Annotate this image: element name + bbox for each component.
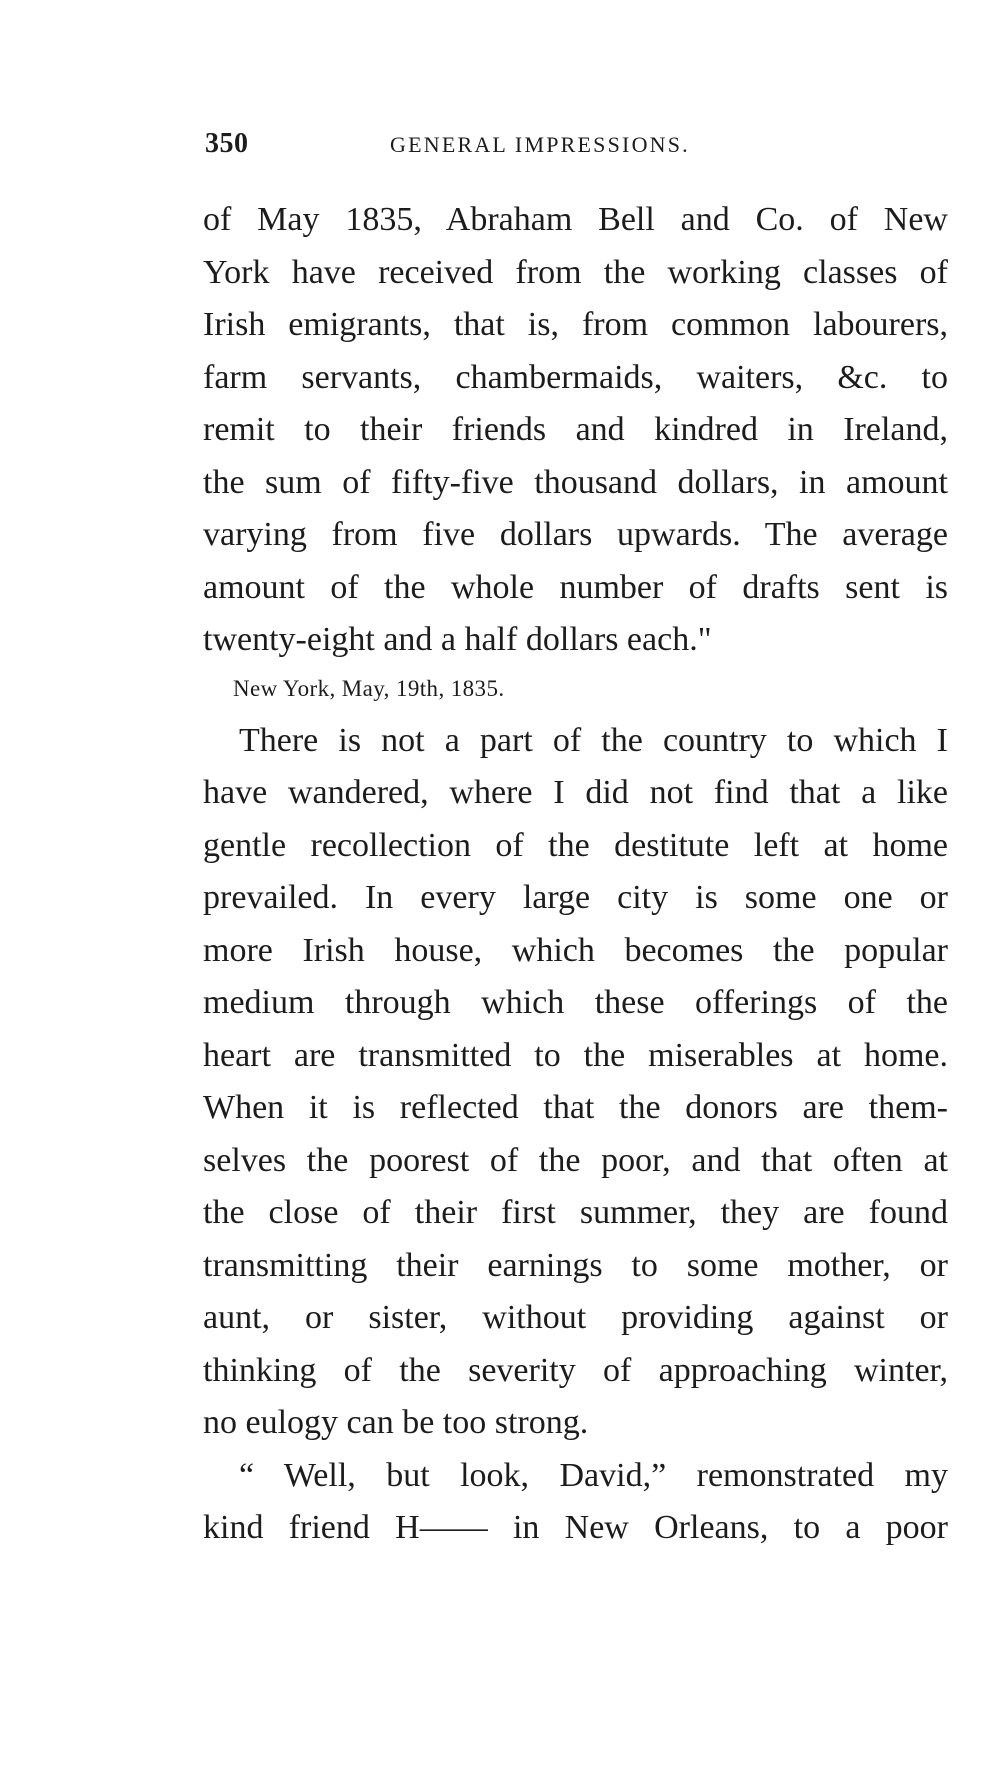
text-line: prevailed. In every large city is some one or — [203, 879, 948, 916]
text-line: selves the poorest of the poor, and that often at — [203, 1141, 948, 1179]
body-text — [203, 194, 948, 1555]
text-line: amount of the whole number of drafts sent is — [203, 568, 948, 606]
running-head: GENERAL IMPRESSIONS. — [390, 132, 690, 157]
page-number: 350 — [205, 128, 249, 159]
dateline: New York, May, 19th, 1835. — [233, 675, 505, 701]
paragraph-recollection — [203, 715, 948, 1450]
text-line: farm servants, chambermaids, waiters, &c. to — [203, 358, 948, 396]
text-line: twenty-eight and a half dollars each." — [203, 621, 712, 658]
text-line: more Irish house, which becomes the popular — [203, 931, 948, 969]
paragraph-dialogue — [203, 1450, 948, 1555]
text-line: of May 1835, Abraham Bell and Co. of New — [203, 201, 948, 238]
text-line: have wandered, where I did not find that a like — [203, 774, 948, 811]
text-line: aunt, or sister, without providing against or — [203, 1299, 948, 1336]
text-line: “ Well, but look, David,” remonstrated my — [239, 1456, 948, 1494]
text-line: heart are transmitted to the miserables at home. — [203, 1036, 948, 1074]
text-line: Irish emigrants, that is, from common labourers, — [203, 306, 948, 343]
text-line: thinking of the severity of approaching winter, — [203, 1351, 948, 1389]
text-line: York have received from the working classes of — [203, 253, 948, 291]
page-header — [205, 128, 945, 168]
text-line: gentle recollection of the destitute left at home — [203, 826, 948, 864]
text-line: medium through which these offerings of the — [203, 984, 948, 1021]
text-line: transmitting their earnings to some mother, or — [203, 1246, 948, 1284]
text-line: no eulogy can be too strong. — [203, 1404, 589, 1441]
text-line: kind friend H—— in New Orleans, to a poor — [203, 1509, 948, 1546]
text-line: remit to their friends and kindred in Ireland, — [203, 411, 948, 448]
text-line: the sum of fifty-five thousand dollars, in amount — [203, 463, 948, 501]
text-line: There is not a part of the country to which I — [239, 721, 948, 759]
text-line: When it is reflected that the donors are them- — [203, 1089, 948, 1126]
paragraph-quote-continuation — [203, 194, 948, 667]
text-line: the close of their first summer, they are found — [203, 1194, 948, 1231]
text-line: varying from five dollars upwards. The average — [203, 516, 948, 553]
